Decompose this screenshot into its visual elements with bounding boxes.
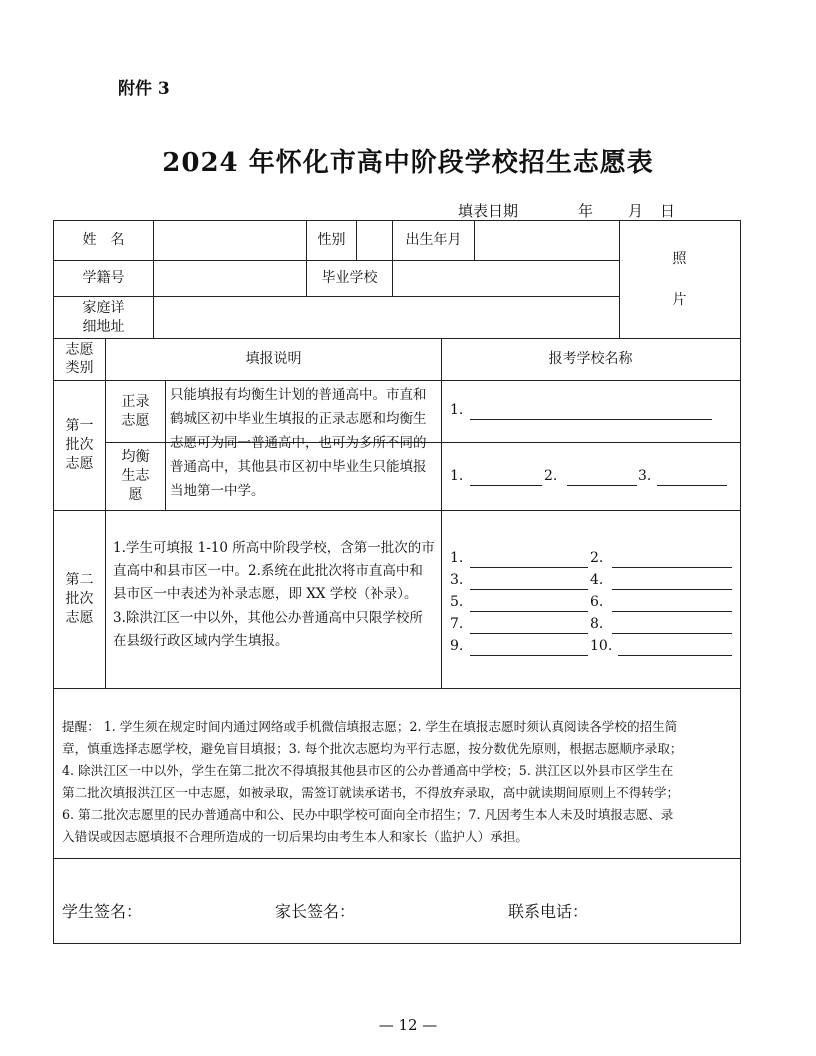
- reminder-line: 入错误或因志愿填报不合理所造成的一切后果均由考生本人和家长（监护人）承担。: [62, 829, 528, 845]
- batch1-label-line: 第一: [65, 418, 94, 435]
- batch1-instruction-line: 当地第一中学。: [170, 483, 265, 500]
- batch2-slot-8[interactable]: [612, 633, 732, 634]
- batch2-slot-3-label: 3.: [450, 572, 464, 588]
- parent-signature-label: 家长签名：: [275, 902, 356, 921]
- batch2-slot-6-label: 6.: [590, 594, 604, 610]
- batch1-balanced-slot-2-label: 2.: [544, 468, 558, 484]
- batch2-slot-10[interactable]: [618, 655, 732, 656]
- category-header-line1: 志愿: [65, 342, 94, 358]
- graduate-school-label: 毕业学校: [321, 270, 378, 287]
- address-label: [54, 297, 153, 338]
- batch2-slot-2-label: 2.: [590, 550, 604, 566]
- table-rule: [54, 688, 740, 689]
- reminder-line: 提醒： 1. 学生须在规定时间内通过网络或手机微信填报志愿；2. 学生在填报志愿时须认真阅读各学校的招生简: [62, 719, 678, 734]
- batch1-label: [54, 381, 105, 510]
- attachment-label: 附件 3: [118, 79, 170, 99]
- student-id-field[interactable]: [154, 261, 306, 296]
- phone-field[interactable]: [595, 892, 730, 920]
- graduate-school-field[interactable]: [393, 261, 619, 296]
- fill-date-day: 日: [660, 202, 676, 220]
- batch1-instruction-line: 鹤城区初中毕业生填报的正录志愿和均衡生: [170, 411, 427, 428]
- name-field[interactable]: [154, 221, 306, 260]
- school-names-header: 报考学校名称: [548, 351, 633, 368]
- batch2-slot-6[interactable]: [612, 611, 732, 612]
- fill-date-label: 填表日期: [458, 202, 519, 220]
- photo-box[interactable]: [620, 221, 739, 338]
- batch2-instruction-line: 县市区一中表述为补录志愿，即 XX 学校（补录）。: [113, 586, 418, 603]
- batch2-slot-10-label: 10.: [590, 638, 613, 654]
- batch2-slot-1-label: 1.: [450, 550, 464, 566]
- address-label-line2: 细地址: [82, 318, 125, 335]
- gender-label: 性别: [317, 232, 346, 249]
- batch1-regular-line: 正录: [121, 393, 150, 410]
- table-rule: [165, 380, 166, 510]
- batch2-instruction-line: 1.学生可填报 1-10 所高中阶段学校，含第一批次的市: [113, 540, 435, 556]
- fill-date-year: 年: [578, 202, 594, 220]
- batch1-label-line: 志愿: [65, 455, 94, 472]
- batch2-slot-7[interactable]: [470, 633, 588, 634]
- batch2-label-line: 志愿: [65, 609, 94, 626]
- batch1-instruction-line: 只能填报有均衡生计划的普通高中。市直和: [170, 387, 427, 403]
- batch2-slot-2[interactable]: [612, 567, 732, 568]
- table-rule: [54, 858, 740, 859]
- reminder-line: 6. 第二批次志愿里的民办普通高中和公、民办中职学校可面向全市招生；7. 凡因考生本人未及时填报志愿、录: [62, 807, 674, 823]
- batch1-balanced-line: 均衡: [121, 449, 150, 466]
- batch2-instructions: [113, 537, 435, 653]
- batch2-slot-8-label: 8.: [590, 616, 604, 632]
- batch1-instruction-line: 志愿可为同一普通高中，也可为多所不同的: [170, 435, 427, 452]
- phone-label: 联系电话：: [508, 902, 589, 921]
- batch1-balanced-slot-1[interactable]: [470, 485, 542, 486]
- reminder-text: [62, 716, 734, 848]
- batch1-balanced-slot-1-label: 1.: [450, 468, 464, 484]
- batch2-label: [54, 511, 105, 688]
- batch2-instruction-line: 在县级行政区域内学生填报。: [113, 632, 289, 649]
- photo-label-2: 片: [672, 291, 687, 308]
- batch2-slot-1[interactable]: [470, 567, 588, 568]
- name-label: 姓 名: [82, 232, 125, 249]
- gender-field[interactable]: [357, 221, 392, 260]
- batch2-label-line: 批次: [65, 591, 94, 608]
- table-rule: [54, 510, 740, 511]
- batch1-regular-slot-1[interactable]: [470, 419, 712, 420]
- batch1-instruction-line: 普通高中，其他县市区初中毕业生只能填报: [170, 459, 427, 476]
- batch1-balanced-line: 愿: [128, 486, 143, 503]
- student-signature-label: 学生签名：: [62, 902, 143, 921]
- category-header-line2: 类别: [65, 359, 94, 376]
- instructions-header: 填报说明: [245, 351, 302, 368]
- batch1-balanced-slot-3-label: 3.: [638, 468, 652, 484]
- address-label-line1: 家庭详: [82, 299, 125, 316]
- form-title: 2024 年怀化市高中阶段学校招生志愿表: [162, 148, 654, 178]
- table-rule: [441, 338, 442, 688]
- batch2-label-line: 第二: [65, 572, 94, 589]
- batch1-label-line: 批次: [65, 437, 94, 454]
- fill-date-month: 月: [628, 202, 644, 220]
- batch2-instruction-line: 3.除洪江区一中以外，其他公办普通高中只限学校所: [113, 609, 423, 626]
- batch2-slot-9-label: 9.: [450, 638, 464, 654]
- batch1-instructions: [170, 383, 440, 503]
- student-id-label: 学籍号: [82, 270, 125, 287]
- batch1-regular-label: [106, 381, 165, 442]
- batch2-slot-5-label: 5.: [450, 594, 464, 610]
- reminder-line: 章，慎重选择志愿学校，避免盲目填报；3. 每个批次志愿均为平行志愿，按分数优先原则，根据志愿顺序录取；: [62, 741, 683, 757]
- student-signature-field[interactable]: [150, 892, 260, 920]
- batch1-regular-slot-1-label: 1.: [450, 402, 464, 418]
- reminder-line: 4. 除洪江区一中以外，学生在第二批次不得填报其他县市区的公办普通高中学校；5. 洪江区以外县市区学生在: [62, 763, 674, 779]
- category-header: [54, 339, 105, 380]
- address-field[interactable]: [154, 297, 619, 338]
- batch2-slot-9[interactable]: [470, 655, 588, 656]
- batch2-slot-7-label: 7.: [450, 616, 464, 632]
- batch1-balanced-label: [106, 443, 165, 510]
- reminder-line: 第二批次填报洪江区一中志愿，如被录取，需签订就读承诺书，不得放弃录取，高中就读期间原则上不得转学；: [62, 785, 680, 801]
- batch1-balanced-slot-2[interactable]: [567, 485, 637, 486]
- batch2-slot-4-label: 4.: [590, 572, 604, 588]
- batch2-slot-4[interactable]: [612, 589, 732, 590]
- batch1-balanced-slot-3[interactable]: [657, 485, 727, 486]
- page-number: — 12 —: [378, 1016, 438, 1034]
- batch1-regular-line: 志愿: [121, 412, 150, 429]
- birth-field[interactable]: [475, 221, 619, 260]
- photo-label-1: 照: [672, 250, 687, 267]
- batch1-balanced-line: 生志: [121, 468, 150, 485]
- batch2-instruction-line: 直高中和县市区一中。2.系统在此批次将市直高中和: [113, 563, 423, 580]
- birth-label: 出生年月: [405, 232, 462, 249]
- batch2-slot-5[interactable]: [470, 611, 588, 612]
- batch2-slot-3[interactable]: [470, 589, 588, 590]
- parent-signature-field[interactable]: [362, 892, 482, 920]
